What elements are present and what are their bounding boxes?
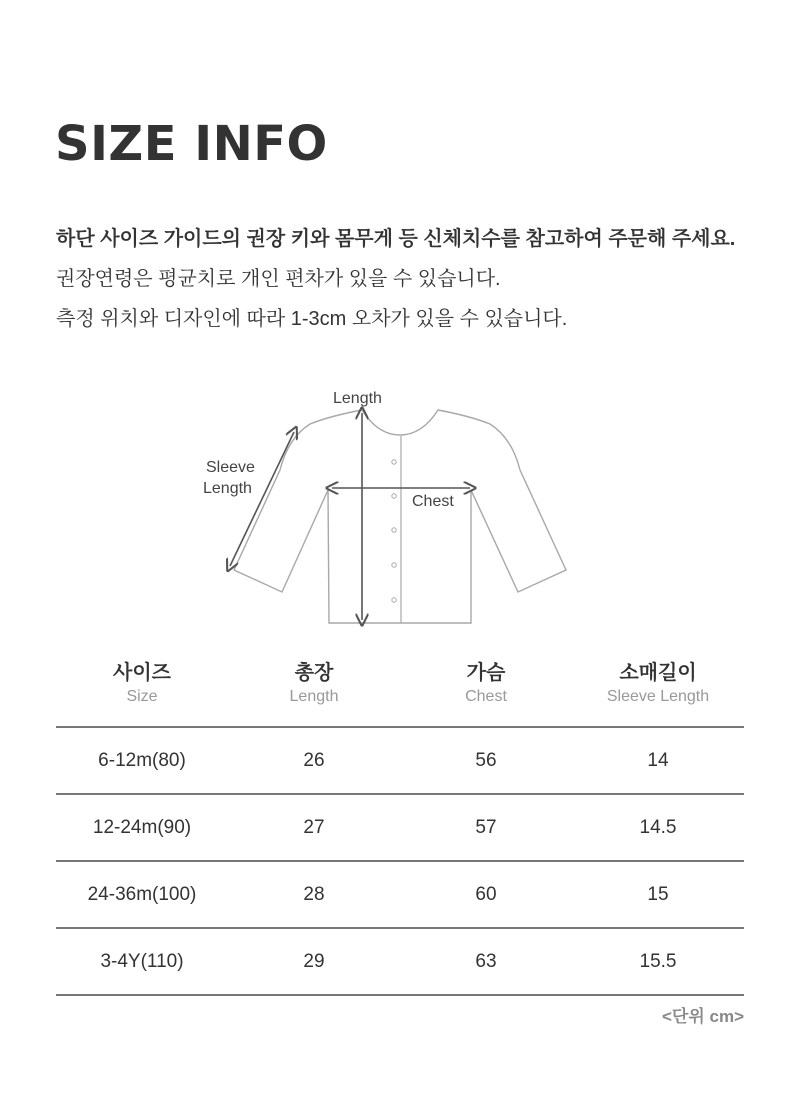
guide-note-tolerance: 측정 위치와 디자인에 따라 1-3cm 오차가 있을 수 있습니다. <box>56 308 568 330</box>
cell-size: 24-36m(100) <box>56 861 228 928</box>
header-ko: 사이즈 <box>113 662 171 684</box>
unit-note: <단위 cm> <box>662 1007 744 1026</box>
cell-sleeve-length: 15 <box>572 861 744 928</box>
table-row <box>56 794 744 861</box>
header-ko: 총장 <box>294 662 334 684</box>
cell-sleeve-length: 14 <box>572 727 744 794</box>
cell-length: 27 <box>228 794 400 861</box>
cell-size: 6-12m(80) <box>56 727 228 794</box>
length-label: Length <box>333 390 382 407</box>
column-header-length <box>228 660 400 727</box>
table-row <box>56 861 744 928</box>
cell-length: 28 <box>228 861 400 928</box>
table-header-row <box>56 660 744 727</box>
cell-chest: 63 <box>400 928 572 995</box>
chest-label: Chest <box>412 493 454 510</box>
garment-measurement-diagram <box>190 380 610 630</box>
column-header-size <box>56 660 228 727</box>
cell-chest: 56 <box>400 727 572 794</box>
cell-chest: 57 <box>400 794 572 861</box>
cell-chest: 60 <box>400 861 572 928</box>
column-header-chest <box>400 660 572 727</box>
cell-size: 3-4Y(110) <box>56 928 228 995</box>
table-row <box>56 928 744 995</box>
header-en: Sleeve Length <box>606 688 710 705</box>
header-ko: 가슴 <box>466 662 506 684</box>
guide-note-age: 권장연령은 평균치로 개인 편차가 있을 수 있습니다. <box>56 268 501 290</box>
header-en: Size <box>126 688 158 705</box>
guide-note-primary: 하단 사이즈 가이드의 권장 키와 몸무게 등 신체치수를 참고하여 주문해 주세요. <box>56 228 736 250</box>
cell-sleeve-length: 15.5 <box>572 928 744 995</box>
header-en: Length <box>289 688 339 705</box>
table-row <box>56 727 744 794</box>
size-table <box>56 660 744 996</box>
header-en: Chest <box>465 688 507 705</box>
cell-length: 29 <box>228 928 400 995</box>
cell-size: 12-24m(90) <box>56 794 228 861</box>
sleeve-label-line1: Sleeve <box>206 459 255 476</box>
header-ko: 소매길이 <box>619 662 697 684</box>
sleeve-label-line2: Length <box>203 480 252 497</box>
cell-length: 26 <box>228 727 400 794</box>
page-title: SIZE INFO <box>55 116 328 172</box>
cardigan-outline-icon <box>190 380 610 630</box>
column-header-sleeve-length <box>572 660 744 727</box>
cell-sleeve-length: 14.5 <box>572 794 744 861</box>
